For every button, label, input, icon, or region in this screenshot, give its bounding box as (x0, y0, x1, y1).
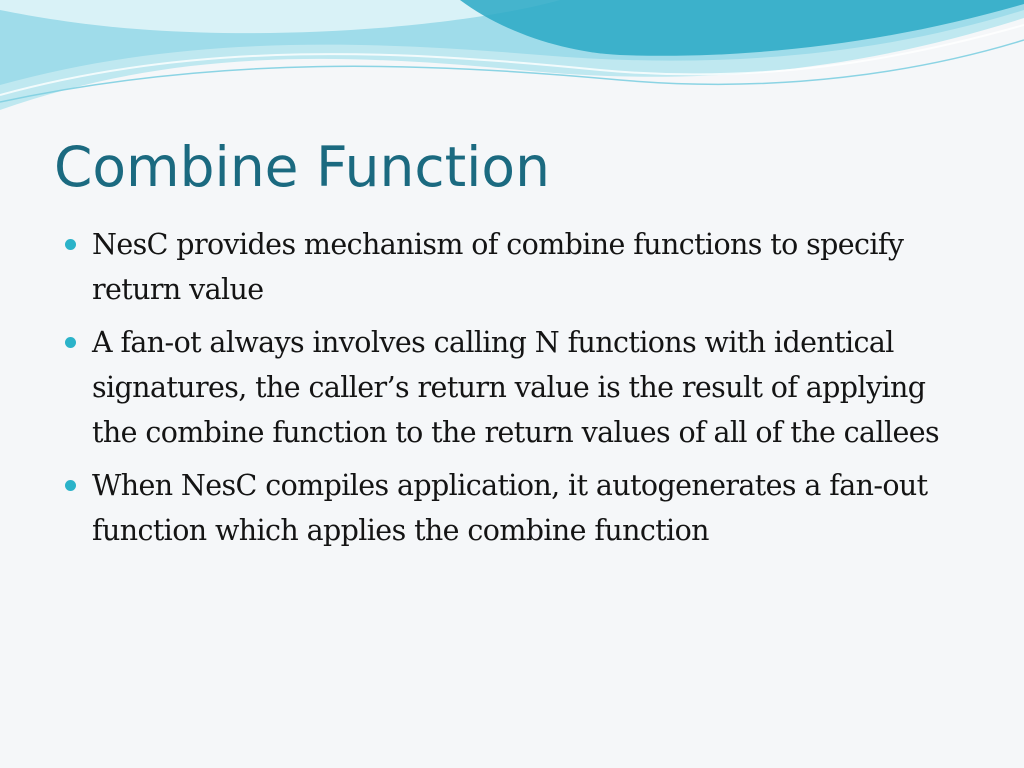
bullet-dot-icon (65, 337, 76, 348)
bullet-text: When NesC compiles application, it autogenerates a fan-out function which applies the combine function (92, 469, 928, 547)
slide-title: Combine Function (54, 135, 550, 199)
bullet-item (62, 320, 962, 455)
bullet-item (62, 222, 962, 312)
bullet-dot-icon (65, 239, 76, 250)
bullet-list (62, 222, 962, 561)
bullet-text: NesC provides mechanism of combine functions to specify return value (92, 228, 904, 306)
bullet-text: A fan-ot always involves calling N functions with identical signatures, the caller’s return value is the result of applying the combine function to the return values of all of the callees (92, 326, 940, 449)
bullet-item (62, 463, 962, 553)
header-wave-decoration (0, 0, 1024, 130)
bullet-dot-icon (65, 480, 76, 491)
